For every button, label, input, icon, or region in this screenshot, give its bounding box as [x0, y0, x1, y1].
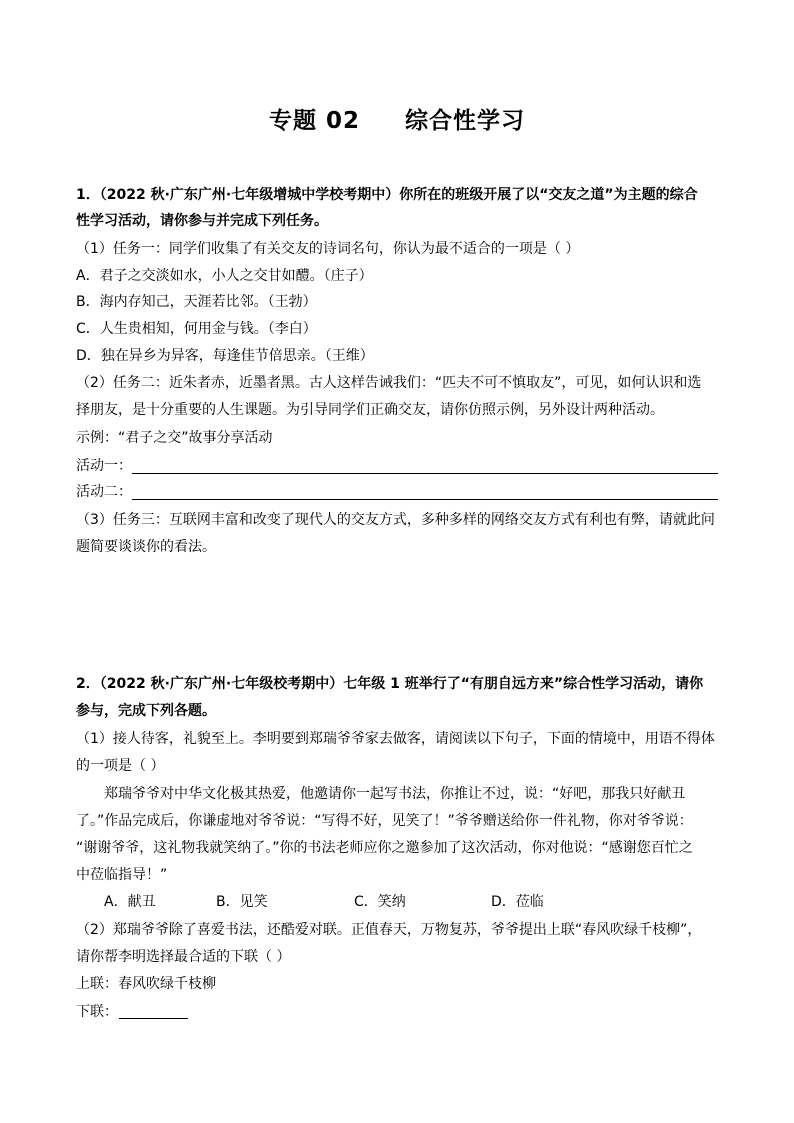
q1-example: 示例：“君子之交”故事分享活动 — [76, 430, 273, 446]
q2-option-a: A．献丑 — [104, 894, 156, 910]
q2-option-c: C．笑纳 — [354, 894, 406, 910]
q2-stem-line-2: 参与，完成下列各题。 — [76, 703, 216, 719]
q1-option-d: D．独在异乡为异客，每逢佳节倍思亲。（王维） — [76, 348, 374, 364]
q2-lower-couplet-answer-line[interactable] — [119, 1018, 188, 1019]
q2-passage-line-2: 了。”作品完成后，你谦虚地对爷爷说：“写得不好，见笑了！”爷爷赠送给你一件礼物，你对爷爷说： — [76, 813, 693, 829]
q1-activity-1-label: 活动一： — [76, 458, 132, 474]
page-title: 专题 02 综合性学习 — [268, 108, 526, 134]
q2-lower-couplet-label: 下联： — [76, 1004, 118, 1020]
q2-passage-line-4: 中莅临指导！” — [76, 867, 168, 883]
q1-task-1: （1）任务一：同学们收集了有关交友的诗词名句，你认为最不适合的一项是（ ） — [76, 241, 580, 257]
q2-sub-2-line-1: （2）郑瑞爷爷除了喜爱书法，还酷爱对联。正值春天，万物复苏，爷爷提出上联“春风吹绿千枝柳”， — [76, 922, 702, 938]
q2-sub-1-line-2: 的一项是（ ） — [76, 758, 165, 774]
q1-task-3-line-1: （3）任务三：互联网丰富和改变了现代人的交友方式，多种多样的网络交友方式有利也有弊，请就此问 — [76, 512, 715, 528]
q2-stem-line-1: 2．（2022 秋·广东广州·七年级校考期中）七年级 1 班举行了“有朋自远方来”综合性学习活动，请你 — [76, 676, 704, 692]
q1-option-b: B．海内存知己，天涯若比邻。（王勃） — [76, 294, 317, 310]
q1-stem-line-1: 1．（2022 秋·广东广州·七年级增城中学校考期中）你所在的班级开展了以“交友之道”为主题的综合 — [76, 187, 698, 203]
q2-option-b: B．见笑 — [216, 894, 268, 910]
q1-activity-2-label: 活动二： — [76, 484, 132, 500]
q2-sub-2-line-2: 请你帮李明选择最合适的下联（ ） — [76, 949, 291, 965]
q1-option-a: A．君子之交淡如水，小人之交甘如醴。（庄子） — [76, 268, 373, 284]
q1-task-2-line-2: 择朋友，是十分重要的人生课题。为引导同学们正确交友，请你仿照示例，另外设计两种活动。 — [76, 402, 664, 418]
q1-activity-2-answer-line[interactable] — [132, 499, 718, 500]
q1-stem-line-2: 性学习活动，请你参与并完成下列任务。 — [76, 213, 328, 229]
q1-option-c: C．人生贵相知，何用金与钱。（李白） — [76, 321, 317, 337]
q2-sub-1-line-1: （1）接人待客，礼貌至上。李明要到郑瑞爷爷家去做客，请阅读以下句子，下面的情境中，用语不得体 — [76, 731, 715, 747]
q1-task-3-line-2: 题简要谈谈你的看法。 — [76, 539, 216, 555]
q2-passage-line-3: “谢谢爷爷，这礼物我就笑纳了。”你的书法老师应你之邀参加了这次活动，你对他说：“感谢您百忙之 — [76, 840, 693, 856]
q2-option-d: D．莅临 — [491, 894, 544, 910]
q1-task-2-line-1: （2）任务二：近朱者赤，近墨者黑。古人这样告诫我们：“匹夫不可不慎取友”，可见，如何认识和选 — [76, 375, 702, 391]
q2-passage-line-1: 郑瑞爷爷对中华文化极其热爱，他邀请你一起写书法，你推让不过，说：“好吧，那我只好献丑 — [104, 786, 686, 802]
q1-activity-1-answer-line[interactable] — [132, 473, 718, 474]
q2-upper-couplet: 上联：春风吹绿千枝柳 — [76, 976, 216, 992]
